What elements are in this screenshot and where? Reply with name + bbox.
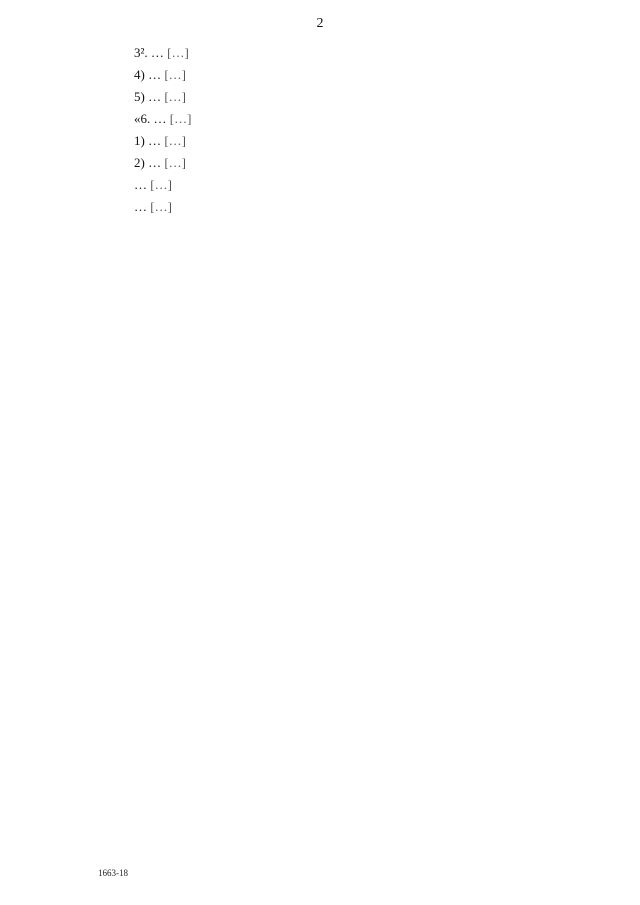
paragraph: 2) … […] — [134, 155, 187, 170]
paragraph: … […] — [134, 199, 172, 214]
paragraph: 5) … […] — [134, 89, 187, 104]
paragraph: 3². … […] — [134, 45, 189, 60]
document-code: 1663-18 — [98, 868, 128, 878]
paragraph: 1) … […] — [134, 133, 187, 148]
paragraph: … […] — [134, 177, 172, 192]
paragraph: 4) … […] — [134, 67, 187, 82]
paragraph: «6. … […] — [134, 111, 192, 126]
page-number: 2 — [316, 16, 324, 31]
document-body — [98, 44, 586, 220]
